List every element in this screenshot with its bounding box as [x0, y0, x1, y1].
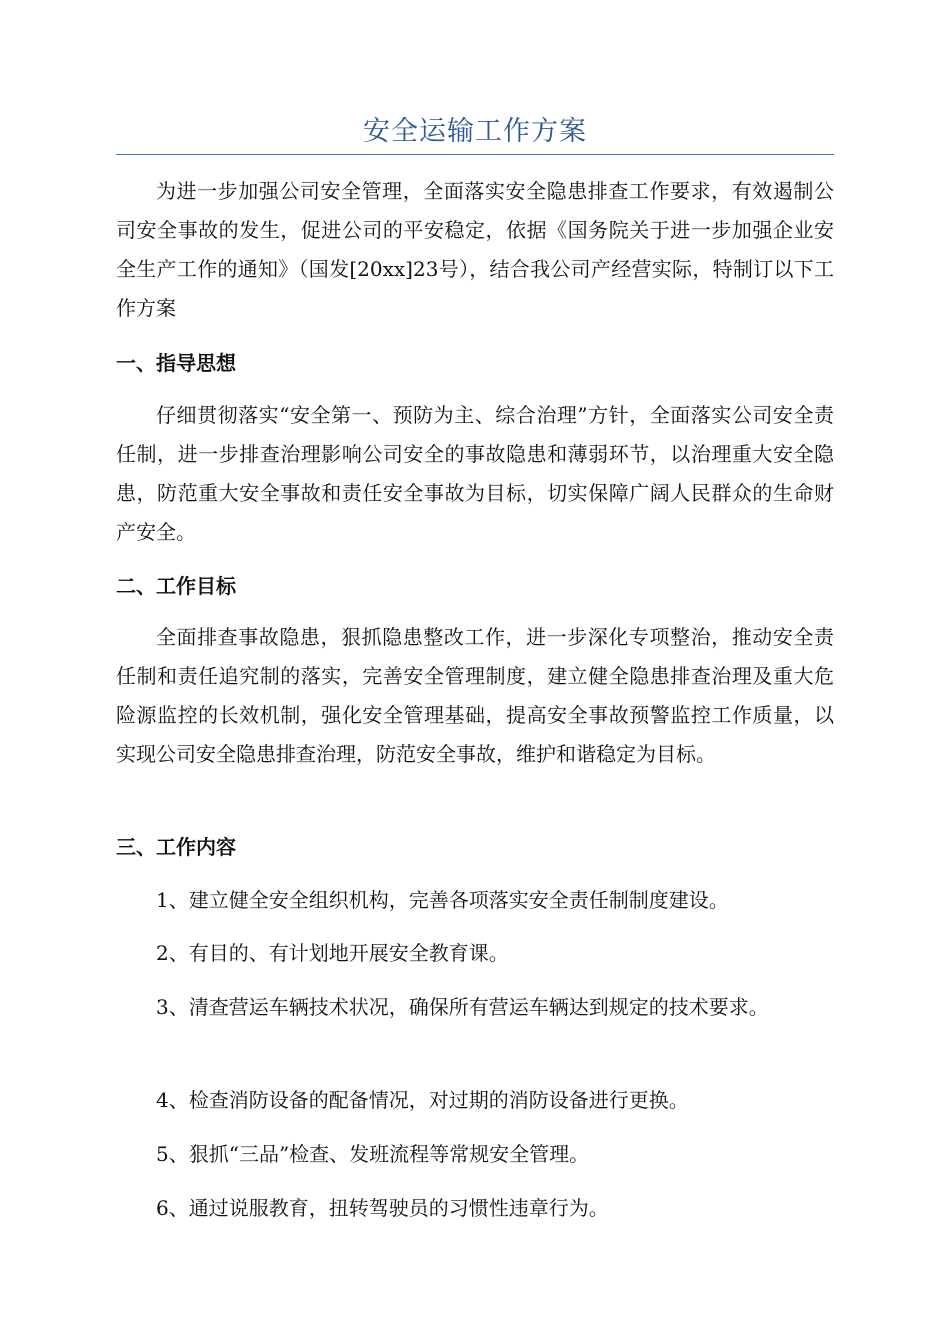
- list-item: 6、通过说服教育，扭转驾驶员的习惯性违章行为。: [156, 1196, 609, 1220]
- list-item: 3、清查营运车辆技术状况，确保所有营运车辆达到规定的技术要求。: [156, 995, 769, 1019]
- section-heading-work-goal: 二、工作目标: [116, 574, 236, 598]
- list-item: 1、建立健全安全组织机构，完善各项落实安全责任制制度建设。: [156, 888, 729, 912]
- list-item: 5、狠抓“三品”检查、发班流程等常规安全管理。: [156, 1142, 590, 1166]
- section-paragraph-guiding-thought: 仔细贯彻落实“安全第一、预防为主、综合治理”方针，全面落实公司安全责任制，进一步排查治理影响公司安全的事故隐患和薄弱环节，以治理重大安全隐患，防范重大安全事故和责任安全事故为目标，切实保障广阔人民群众的生命财产安全。: [116, 403, 834, 544]
- intro-paragraph: 为进一步加强公司安全管理，全面落实安全隐患排查工作要求，有效遏制公司安全事故的发生，促进公司的平安稳定，依据《国务院关于进一步加强企业安全生产工作的通知》（国发[20xx]23号），结合我公司产经营实际，特制订以下工作方案: [116, 179, 834, 320]
- list-item: 2、有目的、有计划地开展安全教育课。: [156, 941, 509, 965]
- section-heading-work-content: 三、工作内容: [116, 835, 236, 859]
- section-heading-guiding-thought: 一、指导思想: [116, 351, 236, 375]
- document-title: 安全运输工作方案: [363, 116, 587, 147]
- title-underline: [116, 154, 834, 155]
- section-paragraph-work-goal: 全面排查事故隐患，狠抓隐患整改工作，进一步深化专项整治，推动安全责任制和责任追究制的落实，完善安全管理制度，建立健全隐患排查治理及重大危险源监控的长效机制，强化安全管理基础，提高安全事故预警监控工作质量，以实现公司安全隐患排查治理，防范安全事故，维护和谐稳定为目标。: [116, 625, 834, 766]
- list-item: 4、检查消防设备的配备情况，对过期的消防设备进行更换。: [156, 1088, 689, 1112]
